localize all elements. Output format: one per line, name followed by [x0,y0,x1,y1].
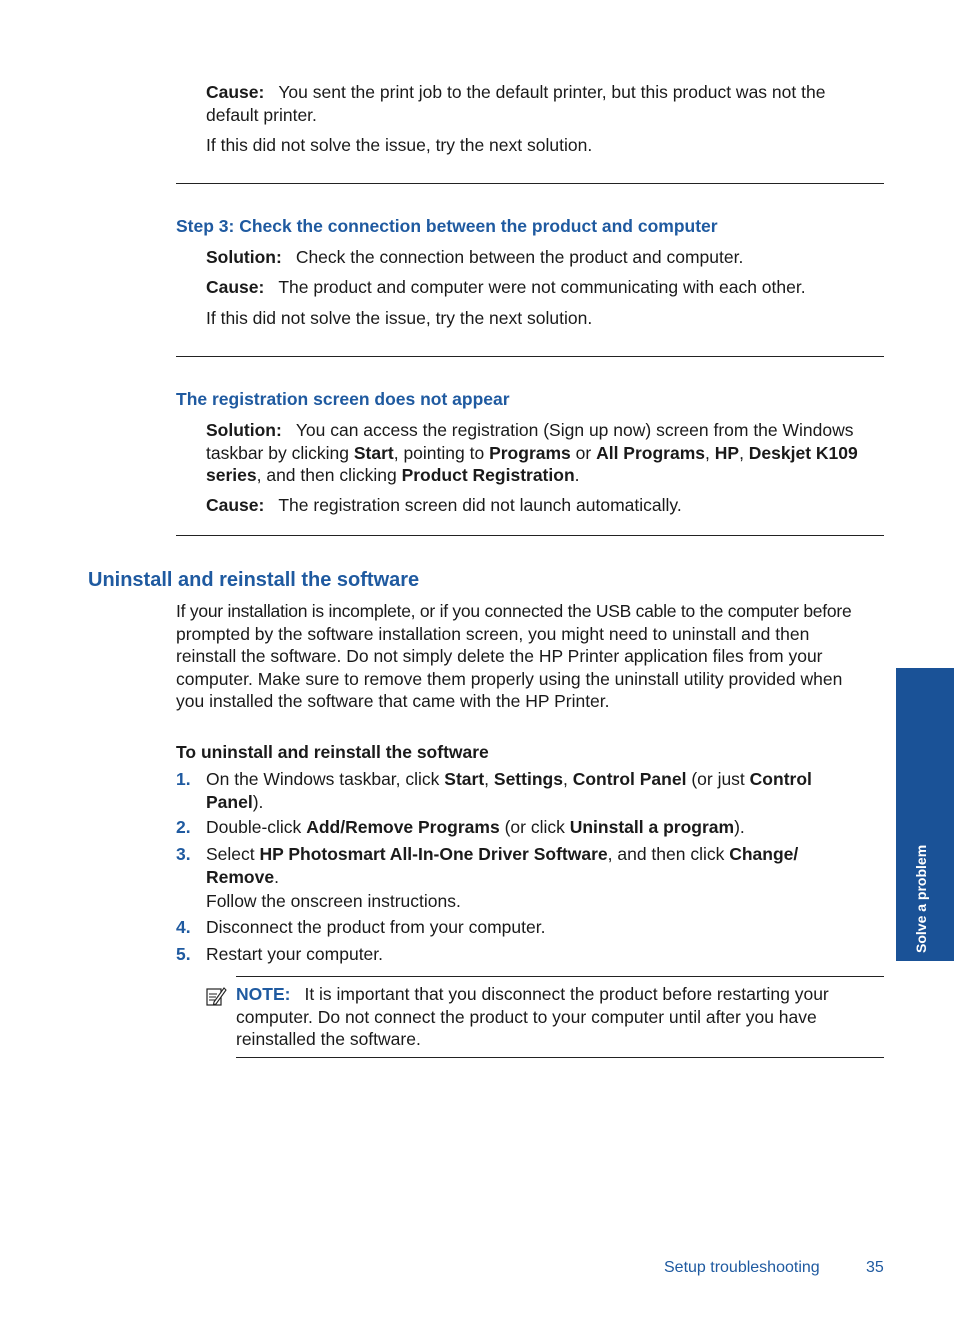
step-1: On the Windows taskbar, click Start, Settings, Control Panel (or just Control Panel). [206,769,812,812]
step-number: 2. [176,817,191,837]
registration-cause: Cause: The registration screen did not launch automatically. [206,495,682,515]
registration-heading: The registration screen does not appear [176,389,510,409]
step-5: Restart your computer. [206,944,384,964]
side-tab [896,668,954,961]
note-pencil-icon [205,985,227,1007]
step-number: 3. [176,844,191,864]
uninstall-intro: If your installation is incomplete, or if you connected the USB cable to the computer before prompted by the software installation screen, you might need to uninstall and then reinstall the software. Do not simply delete the HP Printer application files from your computer. Make sure to remove them properly using the uninstall utility provided when you installed the software that came with the HP Printer. [176,601,852,711]
step3-heading: Step 3: Check the connection between the product and computer [176,216,718,236]
top-cause-paragraph: Cause: You sent the print job to the default printer, but this product was not the default printer. [206,82,826,125]
cause-label: Cause: [206,82,265,102]
top-next-solution: If this did not solve the issue, try the next solution. [206,135,593,155]
side-tab-label: Solve a problem [913,844,929,953]
uninstall-heading: Uninstall and reinstall the software [88,569,420,591]
registration-solution: Solution: You can access the registration (Sign up now) screen from the Windows taskbar by clicking Start, pointing to Programs or All Programs, HP, Deskjet K109 series, and then clicking Product Registration. [206,420,858,485]
note-label: NOTE: [236,984,291,1004]
procedure-title: To uninstall and reinstall the software [176,742,489,762]
divider [176,535,884,536]
step-3: Select HP Photosmart All-In-One Driver Software, and then click Change/ Remove. Follow the onscreen instructions. [206,844,799,911]
step3-next-solution: If this did not solve the issue, try the next solution. [206,308,593,328]
step-4: Disconnect the product from your computer. [206,917,546,937]
footer-section: Setup troubleshooting [664,1259,820,1276]
step-2: Double-click Add/Remove Programs (or click Uninstall a program). [206,817,745,837]
divider [176,356,884,357]
step-number: 5. [176,944,191,964]
step3-solution: Solution: Check the connection between the product and computer. [206,247,744,267]
note-bottom-rule [236,1057,884,1058]
page-number: 35 [866,1259,884,1276]
note-text: NOTE: It is important that you disconnect the product before restarting your computer. Do not connect the product to your computer until after you have reinstalled the software. [236,984,829,1049]
step-number: 4. [176,917,191,937]
divider [176,183,884,184]
step-number: 1. [176,769,191,789]
step3-cause: Cause: The product and computer were not communicating with each other. [206,277,806,297]
note-top-rule [236,976,884,977]
